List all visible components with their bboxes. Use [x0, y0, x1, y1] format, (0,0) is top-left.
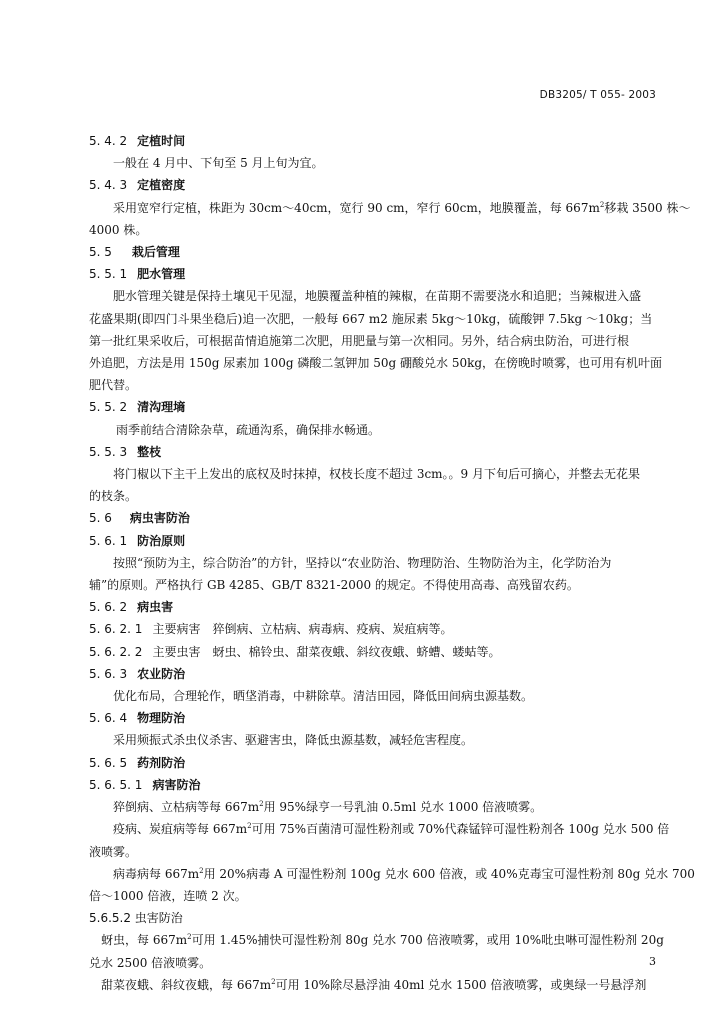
- paragraph: 雨季前结合清除杂草，疏通沟系，确保排水畅通。: [116, 422, 381, 437]
- section-title: 农业防治: [137, 666, 186, 681]
- paragraph-continuation: 液喷雾。: [89, 844, 138, 859]
- section-number: 5. 4. 2: [89, 134, 128, 148]
- paragraph: 优化布局，合理轮作，晒垡消毒，中耕除草。清洁田园，降低田间病虫源基数。: [113, 689, 534, 704]
- section-number: 5. 6. 5. 1: [89, 777, 143, 792]
- paragraph-continuation: 第一批红果采收后，可根据苗情追施第二次肥，用肥量与第一次相同。另外，结合病虫防治，可进行根: [89, 333, 630, 348]
- section-heading-5-6-5-2: 5.6.5.2 虫害防治: [89, 911, 183, 926]
- section-heading-5-6-4: [89, 707, 659, 729]
- section-number: 5. 6. 3: [89, 666, 128, 681]
- section-number: 5. 6. 5: [89, 755, 128, 770]
- paragraph: 采用频振式杀虫仪杀害、驱避害虫，降低虫源基数，减轻危害程度。: [113, 733, 474, 748]
- text-run: 疫病、炭疽病等每 667m: [113, 822, 248, 837]
- section-heading-5-5: [89, 241, 659, 263]
- section-heading-5-4-2: [89, 130, 659, 152]
- paragraph: 肥水管理关键是保持土壤见干见湿，地膜覆盖种植的辣椒，在苗期不需要浇水和追肥；当辣椒进入盛: [113, 289, 642, 304]
- section-number: 5. 6. 2. 1: [89, 622, 143, 637]
- section-number: 5. 5. 2: [89, 400, 128, 415]
- section-number: 5. 6. 1: [89, 533, 128, 548]
- paragraph-continuation: 4000 株。: [89, 222, 148, 237]
- paragraph-continuation: 肥代替。: [89, 378, 138, 393]
- text-run: 蚜虫，每 667m: [101, 933, 188, 948]
- standard-code: DB3205/ T 055- 2003: [539, 89, 656, 101]
- paragraph: [89, 197, 691, 219]
- clause-text: 主要虫害 蚜虫、棉铃虫、甜菜夜蛾、斜纹夜蛾、蛴螬、蝼蛄等。: [152, 644, 501, 659]
- section-heading-5-6: [89, 507, 659, 529]
- section-heading-5-5-1: [89, 263, 659, 285]
- section-title: 病害防治: [152, 777, 201, 792]
- clause-5-6-2-1: [89, 618, 659, 640]
- section-title: 栽后管理: [131, 245, 180, 260]
- superscript: 2: [259, 800, 264, 809]
- text-run: 甜菜夜蛾、斜纹夜蛾，每 667m: [101, 977, 272, 992]
- superscript: 2: [271, 977, 276, 986]
- paragraph-continuation: 兑水 2500 倍液喷雾。: [89, 955, 212, 970]
- text-run: 用 95%绿亨一号乳油 0.5ml 兑水 1000 倍液喷雾。: [263, 800, 543, 815]
- page-number: 3: [649, 955, 656, 968]
- section-number: 5. 6. 2. 2: [89, 644, 143, 659]
- text-run: 可用 1.45%捕快可湿性粉剂 80g 兑水 700 倍液喷雾，或用 10%吡虫啉可湿性粉剂 20g: [191, 933, 664, 948]
- section-heading-5-5-3: [89, 441, 659, 463]
- superscript: 2: [187, 933, 192, 942]
- superscript: 2: [599, 200, 605, 209]
- paragraph: [89, 796, 659, 818]
- paragraph-continuation: 辅”的原则。严格执行 GB 4285、GB/T 8321-2000 的规定。不得使用高毒、高残留农药。: [89, 578, 579, 593]
- section-number: 5. 6. 2: [89, 600, 128, 615]
- section-title: 定植密度: [137, 178, 186, 193]
- section-title: 病虫害防治: [129, 511, 190, 526]
- section-number: 5. 6: [89, 511, 112, 526]
- document-body: [89, 130, 695, 996]
- text-run: 病毒病每 667m: [113, 866, 200, 881]
- section-title: 清沟理墒: [137, 400, 186, 415]
- paragraph-continuation: 花盛果期(即四门斗果坐稳后)追一次肥，一般每 667 m2 施尿素 5kg～10kg，硫酸钾 7.5kg ～10kg；当: [89, 311, 653, 326]
- clause-5-6-2-2: [89, 641, 659, 663]
- section-number: 5. 5. 3: [89, 444, 128, 459]
- section-heading-5-5-2: [89, 396, 659, 418]
- section-heading-5-6-2: [89, 596, 659, 618]
- paragraph: [89, 863, 695, 885]
- section-number: 5. 5. 1: [89, 267, 128, 282]
- text-run: 猝倒病、立枯病等每 667m: [113, 800, 260, 815]
- text-run: 移栽 3500 株～: [604, 200, 691, 215]
- section-number: 5. 6. 4: [89, 711, 128, 726]
- section-title: 物理防治: [137, 711, 186, 726]
- text-run: 采用宽窄行定植，株距为 30cm～40cm，宽行 90 cm，窄行 60cm，地膜覆盖，每 667m: [113, 200, 600, 215]
- section-number: 5. 5: [89, 245, 112, 260]
- paragraph: [89, 974, 659, 996]
- paragraph: [89, 818, 670, 840]
- superscript: 2: [247, 822, 252, 831]
- text-run: 用 20%病毒 A 可湿性粉剂 100g 兑水 600 倍液，或 40%克毒宝可湿性粉剂 80g 兑水 700: [203, 866, 695, 881]
- paragraph: 按照“预防为主，综合防治”的方针，坚持以“农业防治、物理防治、生物防治为主，化学防治为: [113, 555, 612, 570]
- section-heading-5-4-3: [89, 174, 659, 196]
- paragraph-continuation: 的枝条。: [89, 489, 138, 504]
- paragraph-continuation: 倍～1000 倍液，连喷 2 次。: [89, 888, 247, 903]
- section-title: 定植时间: [137, 134, 186, 148]
- section-title: 防治原则: [137, 533, 186, 548]
- section-heading-5-6-1: [89, 530, 659, 552]
- paragraph: 一般在 4 月中、下旬至 5 月上旬为宜。: [113, 156, 324, 171]
- paragraph: [89, 929, 664, 951]
- text-run: 可用 10%除尽悬浮油 40ml 兑水 1500 倍液喷雾，或奥绿一号悬浮剂: [275, 977, 647, 992]
- paragraph-continuation: 外追肥，方法是用 150g 尿素加 100g 磷酸二氢钾加 50g 硼酸兑水 50kg，在傍晚时喷雾，也可用有机叶面: [89, 356, 663, 371]
- text-run: 可用 75%百菌清可湿性粉剂或 70%代森锰锌可湿性粉剂各 100g 兑水 500 倍: [251, 822, 670, 837]
- superscript: 2: [199, 866, 204, 875]
- clause-text: 主要病害 猝倒病、立枯病、病毒病、疫病、炭疽病等。: [152, 622, 453, 637]
- section-heading-5-6-5-1: [89, 774, 659, 796]
- section-number: 5. 4. 3: [89, 178, 128, 193]
- section-title: 病虫害: [137, 600, 174, 615]
- section-title: 肥水管理: [137, 267, 186, 282]
- paragraph: 将门椒以下主干上发出的底权及时抹掉，权枝长度不超过 3cm。。9 月下旬后可摘心，并整去无花果: [113, 467, 641, 482]
- section-title: 整枝: [137, 444, 162, 459]
- section-title: 药剂防治: [137, 755, 186, 770]
- section-heading-5-6-3: [89, 663, 659, 685]
- section-heading-5-6-5: [89, 752, 659, 774]
